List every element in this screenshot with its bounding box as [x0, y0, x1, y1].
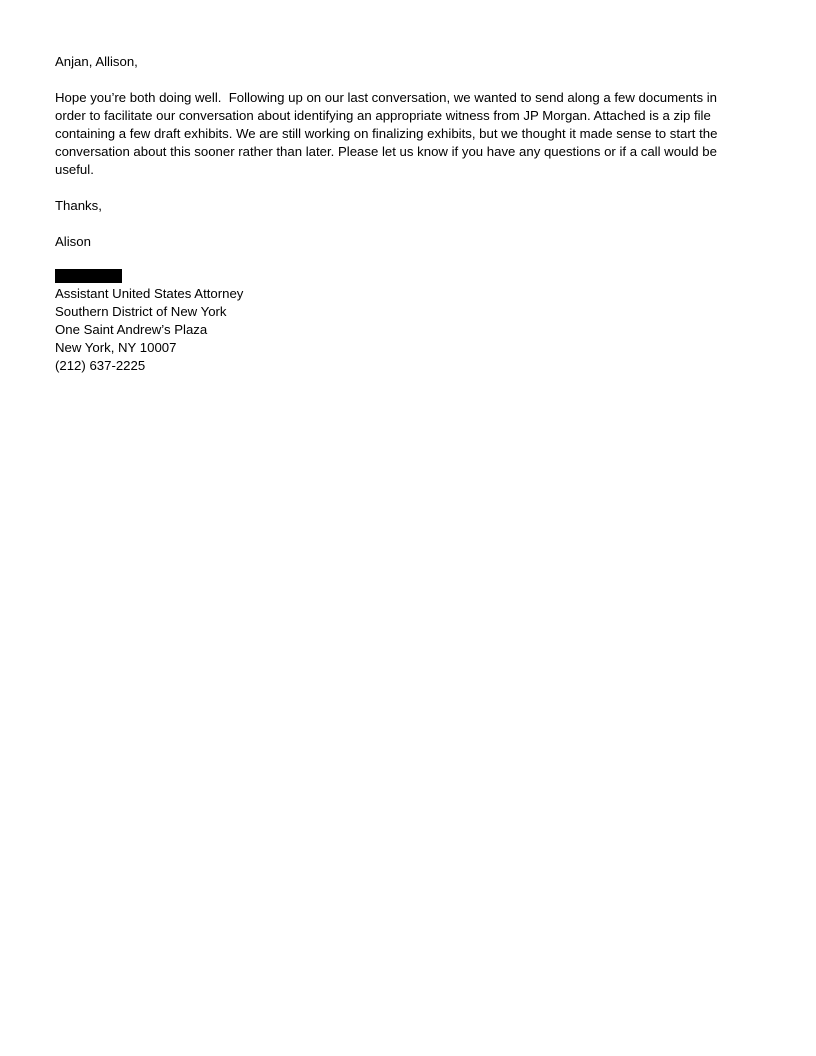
signature-phone: (212) 637-2225	[55, 358, 146, 373]
salutation: Anjan, Allison,	[55, 54, 138, 69]
body-line-1: Hope you’re both doing well. Following up on our last conversation, we wanted to send along a few documents in	[55, 90, 717, 105]
spacer	[55, 215, 755, 233]
spacer	[55, 71, 755, 89]
closing: Thanks,	[55, 198, 102, 213]
sender-first-name: Alison	[55, 234, 91, 249]
message-body	[55, 89, 755, 179]
redaction-bar	[55, 269, 122, 283]
signature-city: New York, NY 10007	[55, 340, 177, 355]
spacer	[55, 251, 755, 267]
body-line-5: useful.	[55, 162, 94, 177]
spacer	[55, 179, 755, 197]
body-line-4: conversation about this sooner rather than later. Please let us know if you have any questions or if a call would be	[55, 144, 717, 159]
signature-title: Assistant United States Attorney	[55, 286, 244, 301]
body-line-2: order to facilitate our conversation about identifying an appropriate witness from JP Morgan. Attached is a zip file	[55, 108, 711, 123]
email-document	[55, 53, 755, 375]
signature-office: Southern District of New York	[55, 304, 227, 319]
body-line-3: containing a few draft exhibits. We are still working on finalizing exhibits, but we thought it made sense to start the	[55, 126, 718, 141]
signature-block	[55, 269, 755, 375]
signature-street: One Saint Andrew’s Plaza	[55, 322, 208, 337]
